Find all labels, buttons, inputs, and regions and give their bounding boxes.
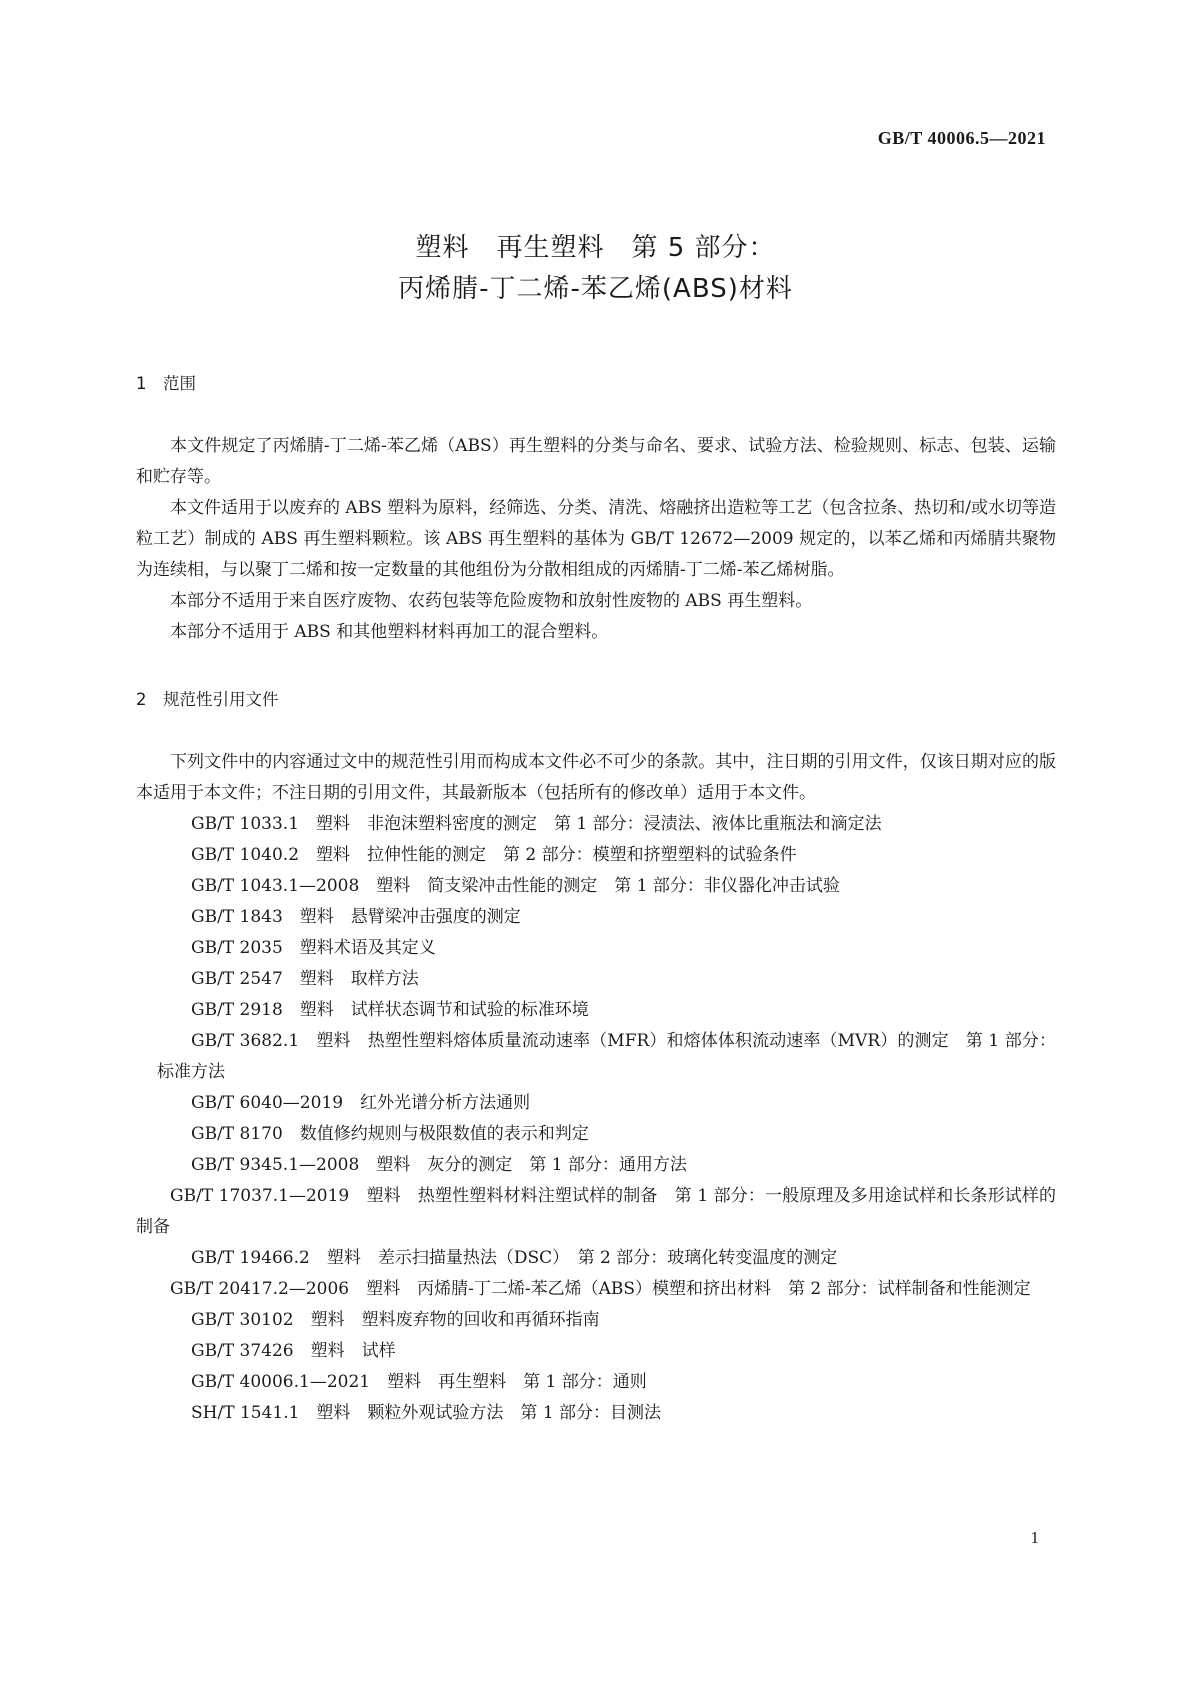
reference-item: GB/T 1040.2 塑料 拉伸性能的测定 第 2 部分：模塑和挤塑塑料的试验条件 xyxy=(191,845,797,865)
title-line-2: 丙烯腈-丁二烯-苯乙烯(ABS)材料 xyxy=(398,274,793,304)
reference-list xyxy=(136,809,1056,1429)
section-1-heading: 1 范围 xyxy=(136,374,196,393)
document-body xyxy=(136,372,1056,1429)
section-1-paragraph: 本部分不适用于 ABS 和其他塑料材料再加工的混合塑料。 xyxy=(170,622,609,642)
reference-item: GB/T 9345.1—2008 塑料 灰分的测定 第 1 部分：通用方法 xyxy=(191,1155,687,1175)
section-1-paragraph: 本文件适用于以废弃的 ABS 塑料为原料，经筛选、分类、清洗、熔融挤出造粒等工艺（包含拉条、热切和/或水切等造粒工艺）制成的 ABS 再生塑料颗粒。该 ABS 再生塑料的基体为 GB/T 12672—2009 规定的，以苯乙烯和丙烯腈共聚物为连续相，与以聚丁二烯和按一定数量的其他组份为分散相组成的丙烯腈-丁二烯-苯乙烯树脂。 xyxy=(136,498,1056,580)
reference-item: GB/T 3682.1 塑料 热塑性塑料熔体质量流动速率（MFR）和熔体体积流动速率（MVR）的测定 第 1 部分：标准方法 xyxy=(157,1031,1056,1082)
section-2-heading: 2 规范性引用文件 xyxy=(136,690,279,709)
section-2-intro: 下列文件中的内容通过文中的规范性引用而构成本文件必不可少的条款。其中，注日期的引用文件，仅该日期对应的版本适用于本文件；不注日期的引用文件，其最新版本（包括所有的修改单）适用于本文件。 xyxy=(136,752,1056,803)
reference-item: GB/T 8170 数值修约规则与极限数值的表示和判定 xyxy=(191,1124,589,1144)
reference-item: GB/T 40006.1—2021 塑料 再生塑料 第 1 部分：通则 xyxy=(191,1372,647,1392)
reference-item: GB/T 1843 塑料 悬臂梁冲击强度的测定 xyxy=(191,907,521,927)
document-title xyxy=(0,228,1191,310)
reference-item: GB/T 1033.1 塑料 非泡沫塑料密度的测定 第 1 部分：浸渍法、液体比重瓶法和滴定法 xyxy=(191,814,882,834)
reference-item: GB/T 20417.2—2006 塑料 丙烯腈-丁二烯-苯乙烯（ABS）模塑和挤出材料 第 2 部分：试样制备和性能测定 xyxy=(170,1279,1031,1299)
standard-code: GB/T 40006.5—2021 xyxy=(877,128,1046,148)
reference-item: GB/T 19466.2 塑料 差示扫描量热法（DSC） 第 2 部分：玻璃化转变温度的测定 xyxy=(191,1248,838,1268)
title-line-1: 塑料 再生塑料 第 5 部分： xyxy=(415,233,776,263)
reference-item: GB/T 17037.1—2019 塑料 热塑性塑料材料注塑试样的制备 第 1 部分：一般原理及多用途试样和长条形试样的制备 xyxy=(136,1186,1056,1237)
section-1-paragraph: 本部分不适用于来自医疗废物、农药包装等危险废物和放射性废物的 ABS 再生塑料。 xyxy=(170,591,813,611)
reference-item: GB/T 6040—2019 红外光谱分析方法通则 xyxy=(191,1093,531,1113)
section-1-paragraph: 本文件规定了丙烯腈-丁二烯-苯乙烯（ABS）再生塑料的分类与命名、要求、试验方法、检验规则、标志、包装、运输和贮存等。 xyxy=(136,436,1056,487)
reference-item: SH/T 1541.1 塑料 颗粒外观试验方法 第 1 部分：目测法 xyxy=(191,1403,662,1423)
reference-item: GB/T 37426 塑料 试样 xyxy=(191,1341,396,1361)
reference-item: GB/T 30102 塑料 塑料废弃物的回收和再循环指南 xyxy=(191,1310,600,1330)
page-number: 1 xyxy=(1030,1528,1039,1547)
reference-item: GB/T 1043.1—2008 塑料 简支梁冲击性能的测定 第 1 部分：非仪器化冲击试验 xyxy=(191,876,840,896)
reference-item: GB/T 2918 塑料 试样状态调节和试验的标准环境 xyxy=(191,1000,589,1020)
reference-item: GB/T 2547 塑料 取样方法 xyxy=(191,969,419,989)
reference-item: GB/T 2035 塑料术语及其定义 xyxy=(191,938,436,958)
